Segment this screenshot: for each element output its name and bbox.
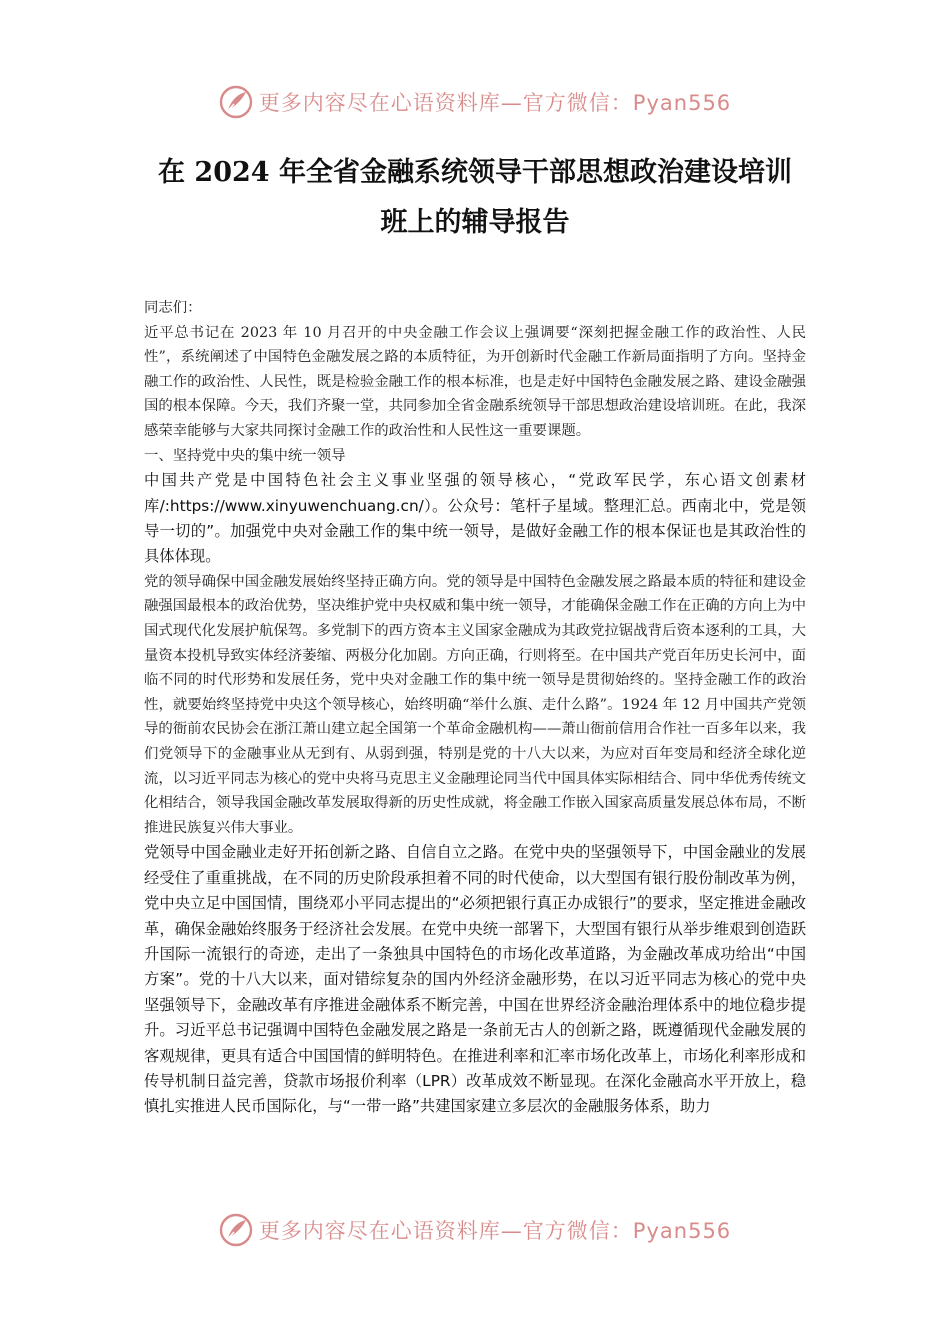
- banner-text: 更多内容尽在心语资料库—官方微信：Pyan556: [258, 1219, 732, 1243]
- section-1-paragraph-3: 党领导中国金融业走好开拓创新之路、自信自立之路。在党中央的坚强领导下，中国金融业的发展经受住了重重挑战，在不同的历史阶段承担着不同的时代使命，以大型国有银行股份制改革为例，党中央立足中国国情，围绕邓小平同志提出的“必须把银行真正办成银行”的要求，坚定推进金融改革，确保金融始终服务于经济社会发展。在党中央统一部署下，大型国有银行从举步维艰到创造跃升国际一流银行的奇迹，走出了一条独具中国特色的市场化改革道路，为金融改革成功给出“中国方案”。党的十八大以来，面对错综复杂的国内外经济金融形势，在以习近平同志为核心的党中央坚强领导下，金融改革有序推进金融体系不断完善，中国在世界经济金融治理体系中的地位稳步提升。习近平总书记强调中国特色金融发展之路是一条前无古人的创新之路，既遵循现代金融发展的客观规律，更具有适合中国国情的鲜明特色。在推进利率和汇率市场化改革上，市场化利率形成和传导机制日益完善，贷款市场报价利率（LPR）改革成效不断显现。在深化金融高水平开放上，稳慎扎实推进人民币国际化，与“一带一路”共建国家建立多层次的金融服务体系，助力: [144, 843, 806, 1116]
- footer-watermark-banner: [0, 1208, 950, 1252]
- document-title-line-1: 在 2024 年全省金融系统领导干部思想政治建设培训: [158, 157, 792, 188]
- document-body: [144, 296, 806, 1120]
- quill-logo-icon: [219, 85, 253, 119]
- header-watermark-banner: [0, 80, 950, 124]
- section-1-paragraph-1: 中国共产党是中国特色社会主义事业坚强的领导核心，“党政军民学，东心语文创素材库/:https://www.xinyuwenchuang.cn/）。公众号：笔杆子星域。整理汇总。西南北中，党是领导一切的”。加强党中央对金融工作的集中统一领导，是做好金融工作的根本保证也是其政治性的具体体现。: [144, 471, 806, 566]
- section-1-paragraph-2: 党的领导确保中国金融发展始终坚持正确方向。党的领导是中国特色金融发展之路最本质的特征和建设金融强国最根本的政治优势，坚决维护党中央权威和集中统一领导，才能确保金融工作在正确的方向上为中国式现代化发展护航保驾。多党制下的西方资本主义国家金融成为其政党拉锯战背后资本逐利的工具，大量资本投机导致实体经济萎缩、两极分化加剧。方向正确，行则将至。在中国共产党百年历史长河中，面临不同的时代形势和发展任务，党中央对金融工作的集中统一领导是贯彻始终的。坚持金融工作的政治性，就要始终坚持党中央这个领导核心，始终明确“举什么旗、走什么路”。1924 年 12 月中国共产党领导的衙前农民协会在浙江萧山建立起全国第一个革命金融机构——萧山衙前信用合作社一百多年以来，我们党领导下的金融事业从无到有、从弱到强，特别是党的十八大以来，为应对百年变局和经济全球化逆流，以习近平同志为核心的党中央将马克思主义金融理论同当代中国具体实际相结合、同中华优秀传统文化相结合，领导我国金融改革发展取得新的历史性成就，将金融工作嵌入国家高质量发展总体布局，不断推进民族复兴伟大事业。: [144, 573, 806, 836]
- document-title-line-2: 班上的辅导报告: [380, 207, 570, 238]
- intro-paragraph: 近平总书记在 2023 年 10 月召开的中央金融工作会议上强调要“深刻把握金融工作的政治性、人民性”，系统阐述了中国特色金融发展之路的本质特征，为开创新时代金融工作新局面指明了方向。坚持金融工作的政治性、人民性，既是检验金融工作的根本标准，也是走好中国特色金融发展之路、建设金融强国的根本保障。今天，我们齐聚一堂，共同参加全省金融系统领导干部思想政治建设培训班。在此，我深感荣幸能够与大家共同探讨金融工作的政治性和人民性这一重要课题。: [144, 324, 806, 439]
- document-title: [100, 148, 850, 248]
- quill-logo-icon: [219, 1213, 253, 1247]
- section-1-heading: 一、坚持党中央的集中统一领导: [144, 447, 346, 464]
- salutation: 同志们：: [144, 300, 202, 316]
- banner-text: 更多内容尽在心语资料库—官方微信：Pyan556: [258, 91, 732, 115]
